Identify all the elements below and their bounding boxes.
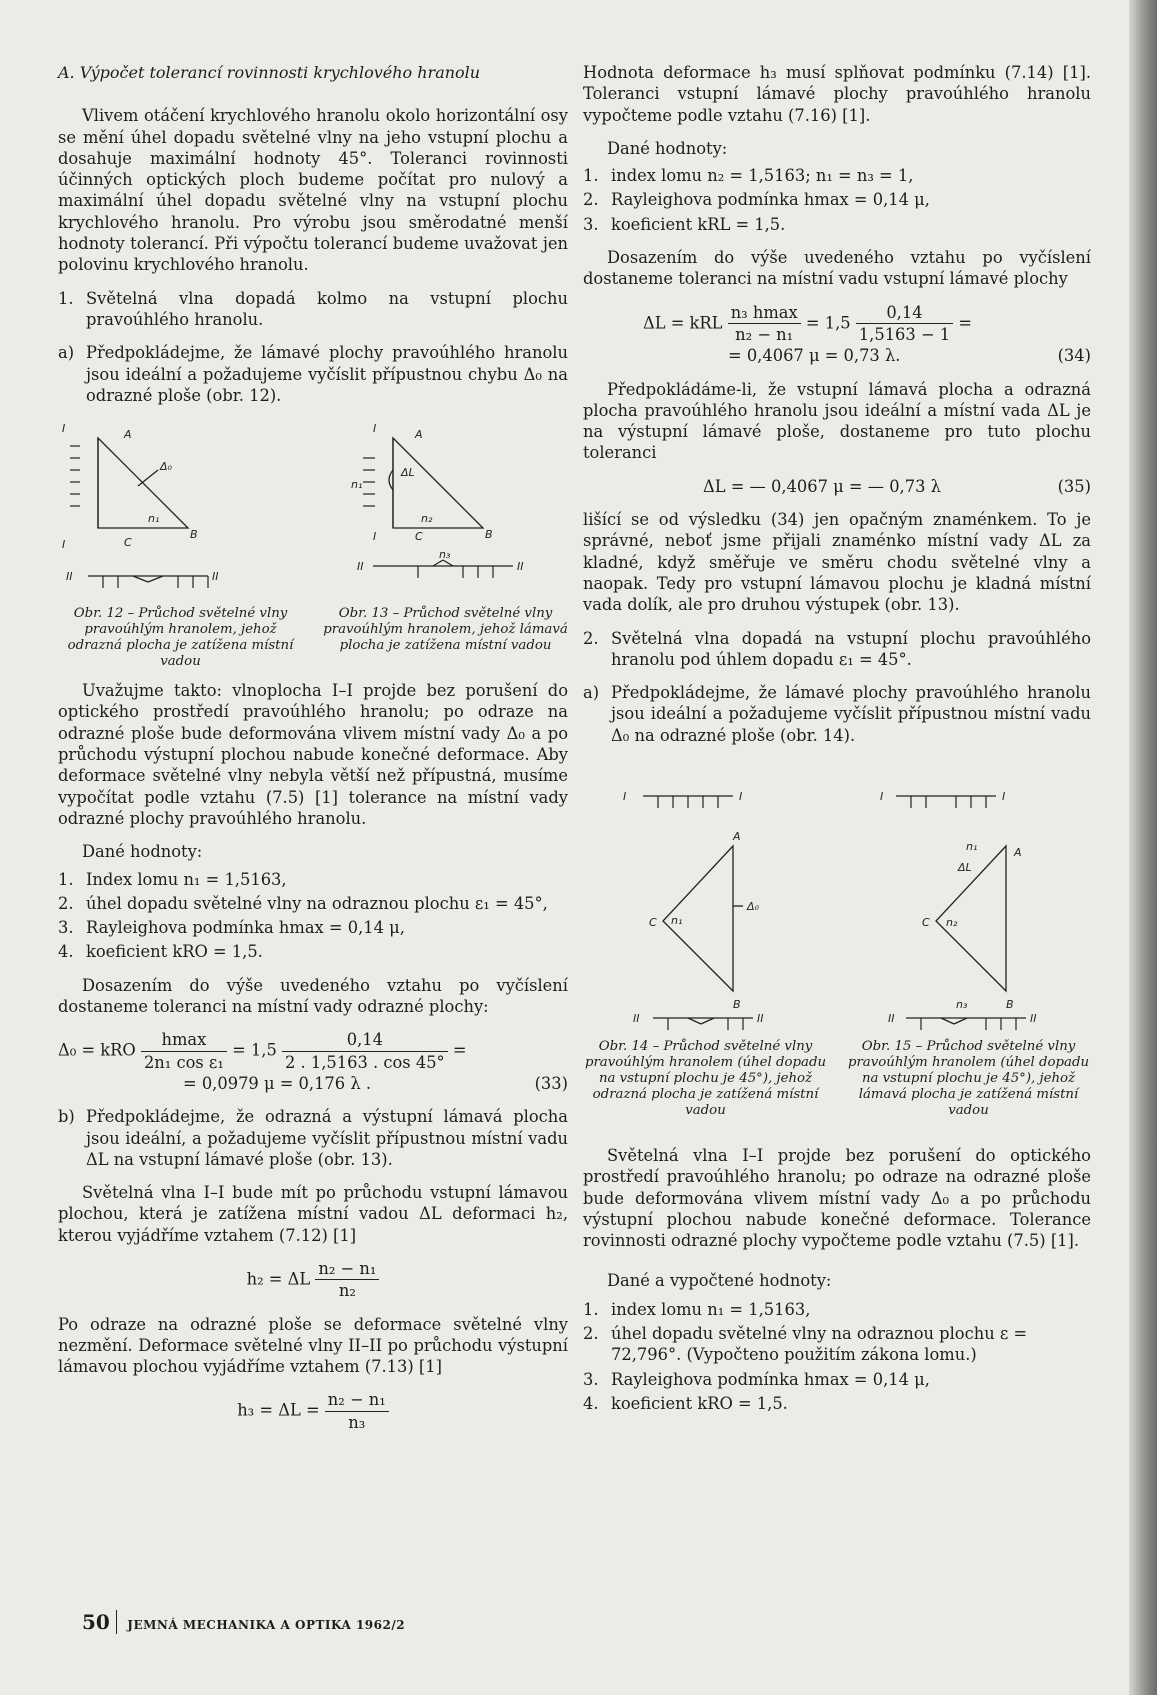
section-heading: A. Výpočet tolerancí rovinnosti krychlového hranolu <box>58 63 481 82</box>
item-text: index lomu n₁ = 1,5163, <box>611 1299 811 1319</box>
list-item <box>58 941 568 962</box>
label-II: II <box>888 1012 895 1026</box>
label-B: B <box>1006 998 1014 1012</box>
label-I: I <box>880 790 884 804</box>
numerator: 0,14 <box>282 1029 448 1051</box>
equation-number: (34) <box>1057 346 1091 366</box>
label-C: C <box>649 916 657 930</box>
item-number: 1. <box>58 288 74 308</box>
given-values-list <box>583 1299 1091 1414</box>
label-I: I <box>62 538 66 552</box>
equation-34 <box>583 302 1091 367</box>
item-number: 1. <box>583 1299 599 1319</box>
label-B: B <box>190 528 198 542</box>
equation-number: (35) <box>1057 476 1091 496</box>
list-item <box>583 1369 1091 1390</box>
label-B: B <box>733 998 741 1012</box>
eq-lhs: h₂ = ΔL <box>246 1269 311 1289</box>
label-n2: n₂ <box>421 512 433 526</box>
fraction <box>325 1389 389 1433</box>
label-I: I <box>623 790 627 804</box>
label-I: I <box>1002 790 1006 804</box>
numerator: n₂ − n₁ <box>315 1258 379 1280</box>
given-title: Dané a vypočtené hodnoty: <box>607 1270 832 1290</box>
list-item <box>583 1393 1091 1414</box>
list-item <box>583 1299 1091 1320</box>
list-item <box>58 342 568 406</box>
page-edge <box>1129 0 1157 1695</box>
label-C: C <box>124 536 132 550</box>
item-text: Rayleighova podmínka hmax = 0,14 μ, <box>611 1369 930 1389</box>
fraction <box>315 1258 379 1302</box>
item-number: 3. <box>58 918 74 938</box>
item-number: 1. <box>58 869 74 889</box>
paragraph: Světelná vlna I–I bude mít po průchodu vstupní lámavou plochou, která je zatížena místní vadou ΔL deformaci h₂, kterou vyjádříme vztahem (7.12) [1] <box>58 1183 568 1245</box>
label-II: II <box>757 1012 764 1026</box>
label-I: I <box>373 530 377 544</box>
list-item <box>583 165 1091 186</box>
list-item <box>58 1106 568 1170</box>
equation-33 <box>58 1029 568 1094</box>
eq-tail: = <box>452 1040 467 1060</box>
numerator: n₂ − n₁ <box>325 1389 389 1411</box>
label-II: II <box>212 570 219 584</box>
equation-number: (33) <box>534 1073 568 1093</box>
right-column <box>583 62 1091 1426</box>
label-n1: n₁ <box>966 840 978 854</box>
label-II: II <box>633 1012 640 1026</box>
journal-title: JEMNÁ MECHANIKA A OPTIKA 1962/2 <box>127 1618 406 1632</box>
list-item <box>58 917 568 938</box>
list-item <box>58 288 568 331</box>
eq-body: ΔL = — 0,4067 μ = — 0,73 λ <box>703 476 941 496</box>
paragraph: lišící se od výsledku (34) jen opačným znaménkem. To je správné, neboť jsme přijali znaménko místní vady ΔL za kladné, když směřuje ve směru chodu světelné vlny a naopak. Tedy pro vstupní lámavou plochu je kladná místní vada dolík, ale pro druhou výstupek (obr. 13). <box>583 510 1091 615</box>
eq-lhs: Δ₀ = kRO <box>58 1040 136 1060</box>
item-text: index lomu n₂ = 1,5163; n₁ = n₃ = 1, <box>611 166 914 186</box>
label-n1: n₁ <box>671 914 683 928</box>
eq-lhs: ΔL = kRL <box>643 312 723 332</box>
figure-14 <box>583 786 828 1119</box>
item-number: b) <box>58 1107 75 1127</box>
label-delta0: Δ₀ <box>747 900 759 914</box>
figures-14-15 <box>583 786 1091 1119</box>
item-text: koeficient kRL = 1,5. <box>611 214 786 234</box>
eq-mid: = 1,5 <box>232 1040 277 1060</box>
figure-12-diagram <box>58 418 288 598</box>
denominator: n₂ − n₁ <box>735 324 794 344</box>
label-II: II <box>1030 1012 1037 1026</box>
list-item <box>583 1323 1091 1366</box>
figure-12-caption: Obr. 12 – Průchod světelné vlny pravoúhlým hranolem, jehož odrazná plocha je zatížena místní vadou <box>67 606 294 670</box>
fraction <box>856 302 953 346</box>
denominator: 2 . 1,5163 . cos 45° <box>285 1052 445 1072</box>
eq-lhs: h₃ = ΔL = <box>237 1400 320 1420</box>
list-item <box>583 628 1091 671</box>
item-text: Předpokládejme, že lámavé plochy pravoúhlého hranolu jsou ideální a požadujeme vyčíslit přípustnou chybu Δ₀ na odrazné ploše (obr. 12). <box>86 343 568 405</box>
fraction <box>282 1029 448 1073</box>
label-C: C <box>922 916 930 930</box>
given-title: Dané hodnoty: <box>607 138 728 158</box>
given-values-list <box>583 165 1091 235</box>
figures-12-13 <box>58 418 568 670</box>
label-I: I <box>373 422 377 436</box>
eq-mid: = 1,5 <box>805 312 851 332</box>
label-deltaL: ΔL <box>401 466 415 480</box>
label-n2: n₂ <box>946 916 958 930</box>
label-C: C <box>415 530 423 544</box>
label-n1: n₁ <box>351 478 363 492</box>
label-n1: n₁ <box>148 512 160 526</box>
item-number: 2. <box>583 628 599 648</box>
label-n3: n₃ <box>439 548 451 562</box>
paragraph: Vlivem otáčení krychlového hranolu okolo horizontální osy se mění úhel dopadu světelné vlny na jeho vstupní plochu a dosahuje maximální hodnoty 45°. Toleranci rovinnosti účinných optických ploch budeme počítat pro nulový a maximální úhel dopadu světelné vlny na vstupní plochu krychlového hranolu. Pro výrobu jsou směrodatné menší hodnoty tolerancí. Při výpočtu tolerancí budeme uvažovat jen polovinu krychlového hranolu. <box>58 106 568 275</box>
item-number: 3. <box>583 1369 599 1389</box>
item-text: Index lomu n₁ = 1,5163, <box>86 869 287 889</box>
eq-line2: = 0,4067 μ = 0,73 λ. <box>728 346 901 366</box>
list-item <box>583 189 1091 210</box>
label-A: A <box>124 428 132 442</box>
numerator: n₃ hmax <box>728 302 801 324</box>
label-II: II <box>66 570 73 584</box>
item-text: Rayleighova podmínka hmax = 0,14 μ, <box>86 918 405 938</box>
figure-12 <box>58 418 303 670</box>
label-II: II <box>357 560 364 574</box>
figure-15 <box>846 786 1091 1119</box>
label-n3: n₃ <box>956 998 968 1012</box>
label-deltaL: ΔL <box>958 861 972 875</box>
denominator: n₂ <box>338 1281 356 1301</box>
denominator: 1,5163 − 1 <box>858 324 951 344</box>
item-text: Světelná vlna dopadá na vstupní plochu pravoúhlého hranolu pod úhlem dopadu ε₁ = 45°. <box>611 628 1091 669</box>
equation-35 <box>583 476 1091 497</box>
label-A: A <box>415 428 423 442</box>
paragraph: Uvažujme takto: vlnoplocha I–I projde bez porušení do optického prostředí pravoúhlého hranolu; po odraze na odrazné ploše bude deformována vlivem místní vady Δ₀ a po průchodu výstupní plochou nabude konečné deformace. Aby deformace světelné vlny nebyla větší než přípustná, musíme vypočítat podle vztahu (7.5) [1] tolerance na místní vady odrazné plochy pravoúhlého hranolu. <box>58 681 568 828</box>
item-number: 2. <box>583 1324 599 1344</box>
paragraph: Po odraze na odrazné ploše se deformace světelné vlny nezmění. Deformace světelné vlny II–II po průchodu výstupní lámavou plochou vyjádříme vztahem (7.13) [1] <box>58 1314 568 1377</box>
denominator: n₃ <box>348 1412 366 1432</box>
item-text: koeficient kRO = 1,5. <box>86 942 263 962</box>
page-number: 50 <box>82 1610 117 1634</box>
item-number: a) <box>58 343 75 363</box>
eq-tail: = <box>958 312 972 332</box>
item-text: Světelná vlna dopadá kolmo na vstupní plochu pravoúhlého hranolu. <box>86 288 568 329</box>
eq-line2: = 0,0979 μ = 0,176 λ . <box>183 1073 371 1093</box>
item-text: Rayleighova podmínka hmax = 0,14 μ, <box>611 190 930 210</box>
label-II: II <box>517 560 524 574</box>
list-item <box>58 893 568 914</box>
label-I: I <box>739 790 743 804</box>
item-text: Předpokládejme, že lámavé plochy pravoúhlého hranolu jsou ideální a požadujeme vyčíslit přípustnou místní vadu Δ₀ na odrazné ploše (obr. 14). <box>611 683 1091 745</box>
given-title: Dané hodnoty: <box>82 842 203 862</box>
figure-15-diagram <box>846 786 1086 1031</box>
item-number: a) <box>583 683 600 703</box>
paragraph: Dosazením do výše uvedeného vztahu po vyčíslení dostaneme toleranci na místní vadu vstupní lámavé plochy <box>583 248 1091 289</box>
figure-14-caption: Obr. 14 – Průchod světelné vlny pravoúhlým hranolem (úhel dopadu na vstupní plochu je 45°), jehož odrazná plocha je zatížená místní vadou <box>584 1039 827 1119</box>
label-A: A <box>733 830 741 844</box>
figure-13-caption: Obr. 13 – Průchod světelné vlny pravoúhlým hranolem, jehož lámavá plocha je zatížena místní vadou <box>323 606 568 654</box>
item-number: 3. <box>583 214 599 234</box>
equation-h3 <box>58 1389 568 1433</box>
item-number: 4. <box>58 942 74 962</box>
fraction <box>728 302 801 346</box>
label-delta0: Δ₀ <box>160 460 172 474</box>
figure-13-diagram <box>323 418 553 598</box>
numerator: hmax <box>141 1029 227 1051</box>
figure-14-diagram <box>583 786 823 1031</box>
label-A: A <box>1014 846 1022 860</box>
label-I: I <box>62 422 66 436</box>
list-item <box>583 214 1091 235</box>
item-text: úhel dopadu světelné vlny na odraznou plochu ε₁ = 45°, <box>86 893 548 913</box>
item-number: 4. <box>583 1393 599 1413</box>
given-values-list <box>58 869 568 963</box>
item-text: úhel dopadu světelné vlny na odraznou plochu ε = 72,796°. (Vypočteno použitím zákona lomu.) <box>611 1324 1028 1365</box>
numerator: 0,14 <box>856 302 953 324</box>
paragraph: Předpokládáme-li, že vstupní lámavá plocha a odrazná plocha pravoúhlého hranolu jsou ideální a místní vada ΔL je na výstupní lámavé ploše, dostaneme pro tuto plochu toleranci <box>583 379 1091 463</box>
page-footer <box>82 1610 405 1634</box>
figure-15-caption: Obr. 15 – Průchod světelné vlny pravoúhlým hranolem (úhel dopadu na vstupní plochu je 45°), jehož lámavá plocha je zatížená místní vadou <box>847 1039 1090 1119</box>
label-B: B <box>485 528 493 542</box>
item-text: Předpokládejme, že odrazná a výstupní lámavá plocha jsou ideální, a požadujeme vyčíslit přípustnou místní vadu ΔL na vstupní lámavé ploše (obr. 13). <box>86 1107 568 1169</box>
denominator: 2n₁ cos ε₁ <box>143 1052 224 1072</box>
paragraph: Dosazením do výše uvedeného vztahu po vyčíslení dostaneme toleranci na místní vady odrazné plochy: <box>58 975 568 1017</box>
equation-h2 <box>58 1258 568 1302</box>
list-item <box>58 869 568 890</box>
item-number: 1. <box>583 166 599 186</box>
item-text: koeficient kRO = 1,5. <box>611 1393 788 1413</box>
list-item <box>583 682 1091 746</box>
figure-13 <box>323 418 568 670</box>
item-number: 2. <box>58 893 74 913</box>
fraction <box>141 1029 227 1073</box>
paragraph: Hodnota deformace h₃ musí splňovat podmínku (7.14) [1]. Toleranci vstupní lámavé plochy pravoúhlého hranolu vypočteme podle vztahu (7.16) [1]. <box>583 63 1091 125</box>
left-column <box>58 62 568 1445</box>
paragraph: Světelná vlna I–I projde bez porušení do optického prostředí pravoúhlého hranolu; po odraze na odrazné ploše bude deformována vlivem místní vady Δ₀ a po průchodu výstupní plochou nabude konečné deformace. Tolerance rovinnosti odrazné plochy vypočteme podle vztahu (7.5) [1]. <box>583 1146 1091 1251</box>
item-number: 2. <box>583 190 599 210</box>
